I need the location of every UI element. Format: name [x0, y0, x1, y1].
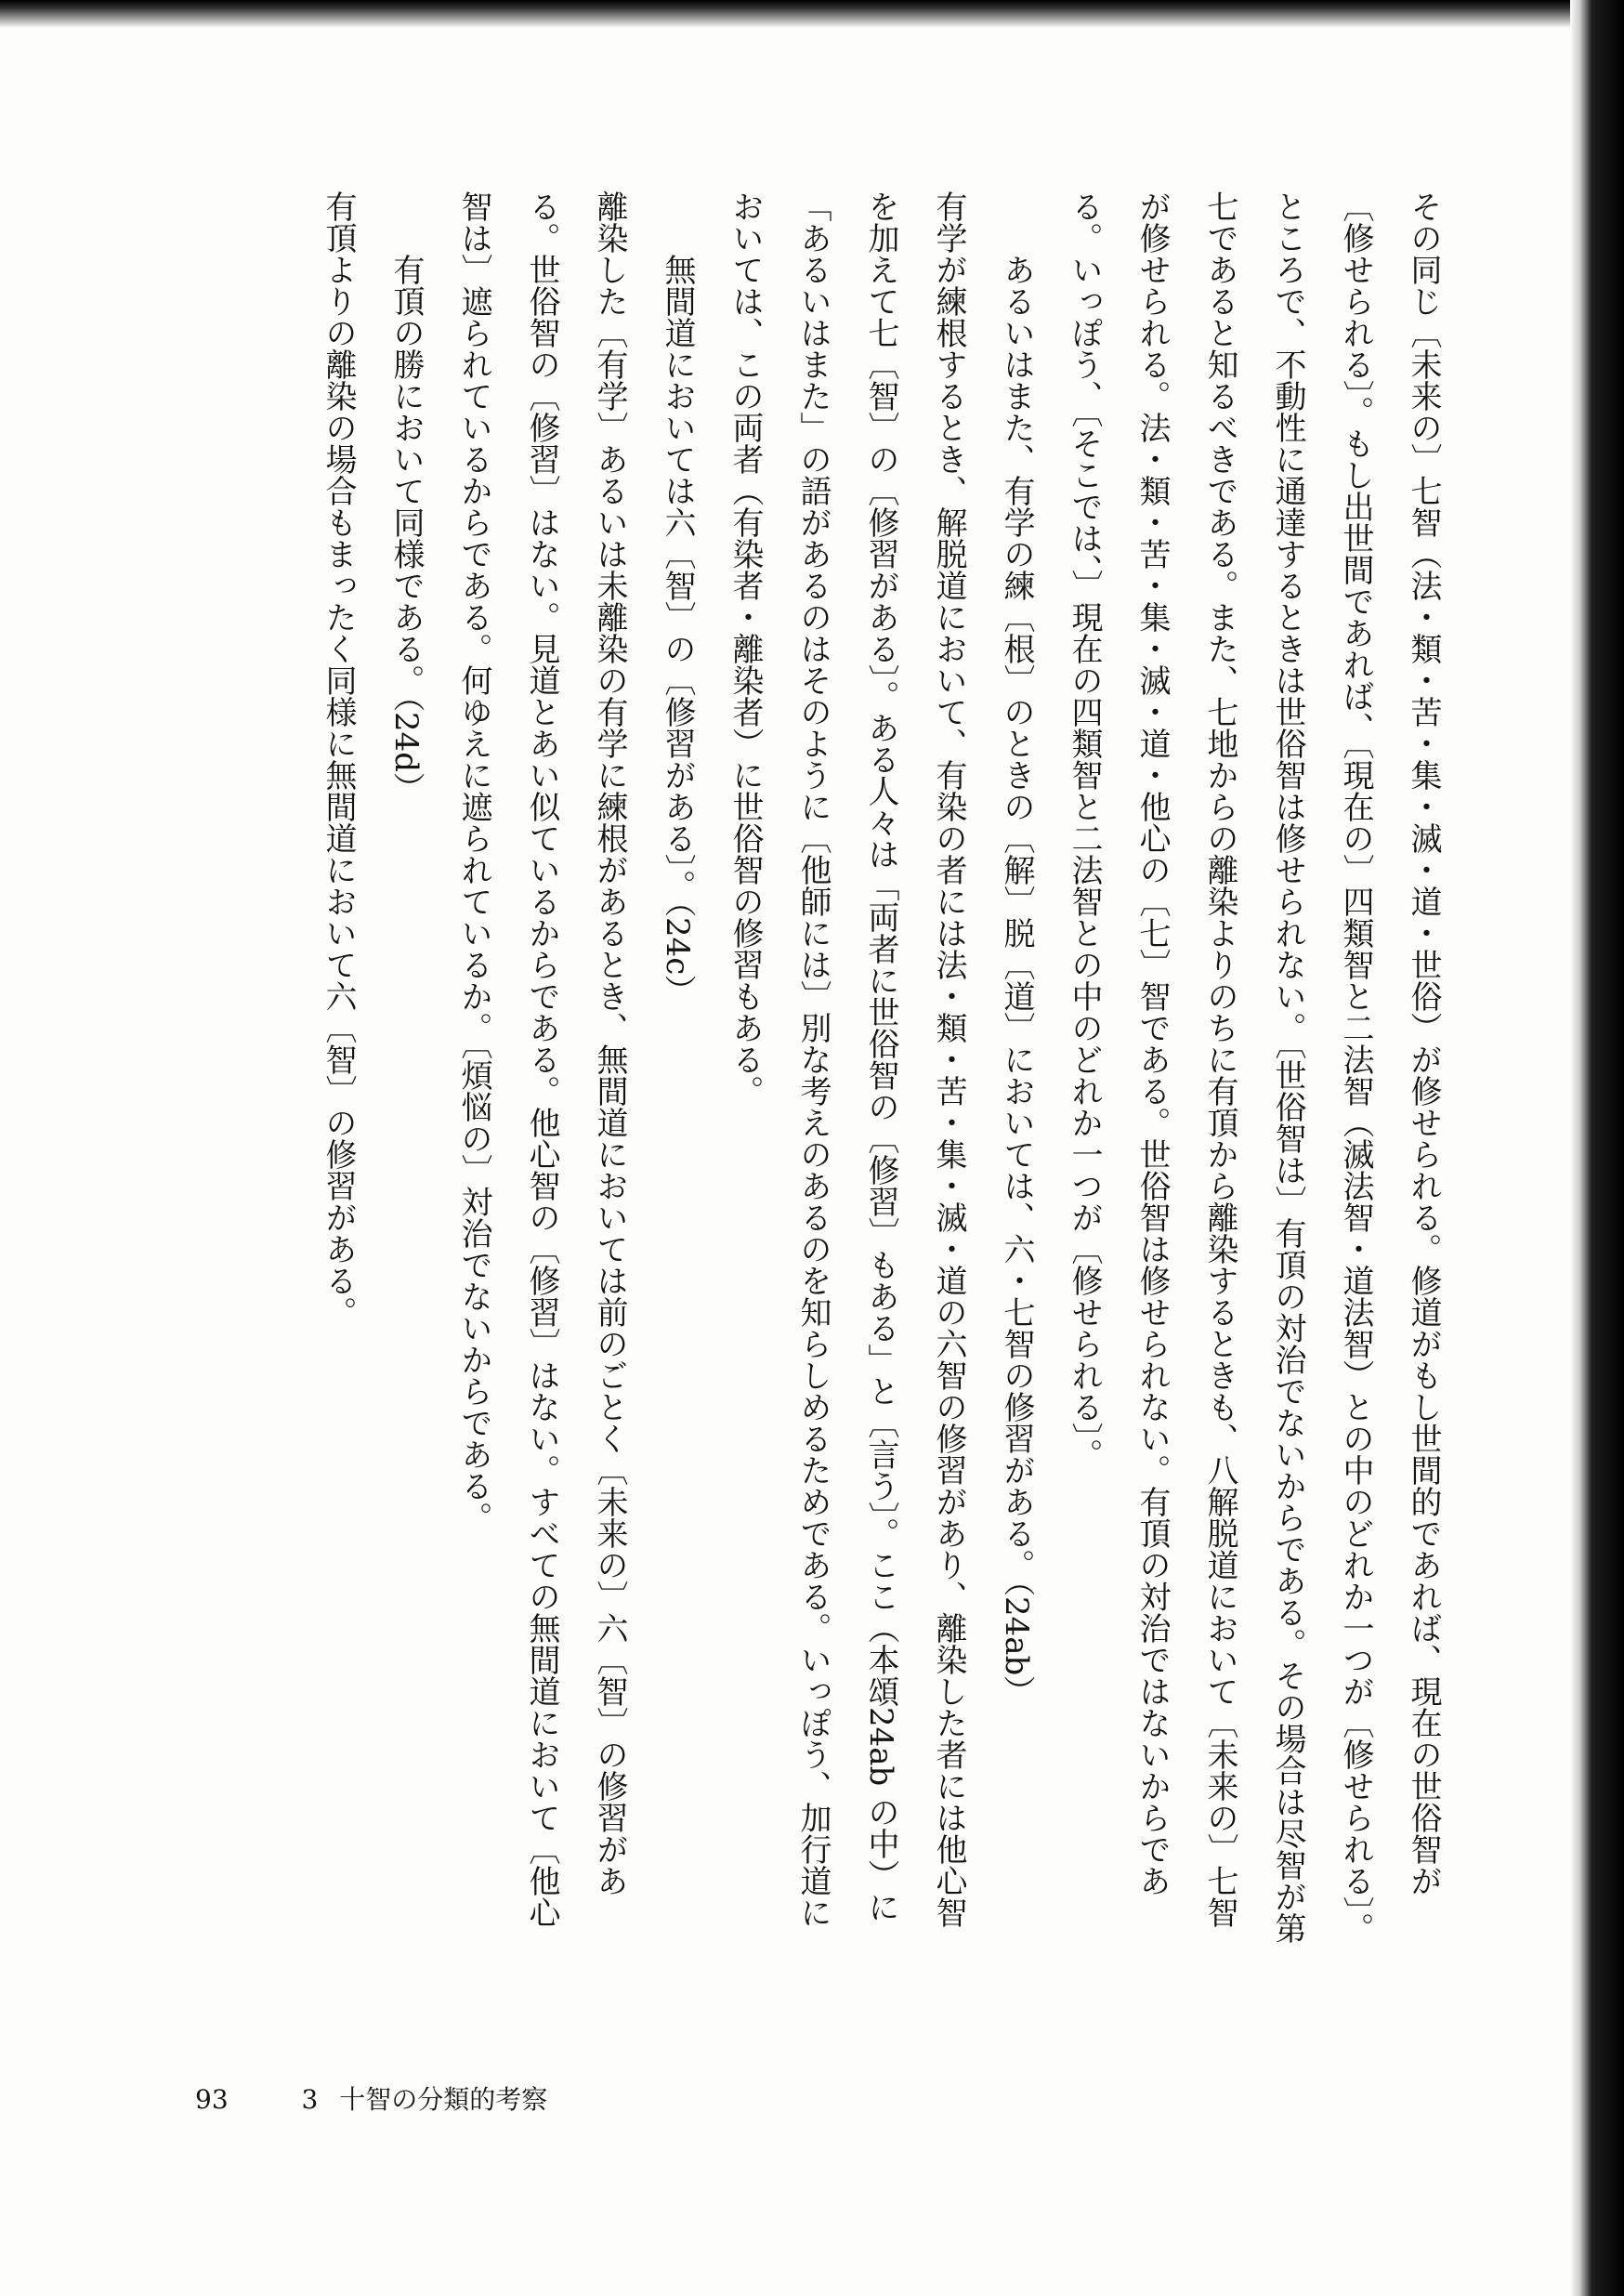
verse-paragraph: 有頂の勝において同様である。（24d）	[387, 254, 425, 805]
chapter-title: 十智の分類的考察	[339, 2084, 548, 2115]
scan-edge-right	[1570, 0, 1624, 2296]
main-text-column	[156, 190, 1457, 1956]
paragraph: その同じ〔未来の〕七智（法・類・苦・集・滅・道・世俗）が修せられる。修道がもし世間的であれば、現在の世俗智が〔修せられる〕。もし出世間であれば、〔現在の〕四類智と二法智（滅法智・道法智）との中のどれか一つが〔修せられる〕。ところで、不動性に通達するときは世俗智は修せられない。〔世俗智は〕有頂の対治でないからである。その場合は尽智が第七であると知るべきである。また、七地からの離染よりのちに有頂から離染するときも、八解脱道において〔未来の〕七智が修せられる。法・類・苦・集・滅・道・他心の〔七〕智である。世俗智は修せられない。有頂の対治ではないからである。いっぽう、〔そこでは、〕現在の四類智と二法智との中のどれか一つが〔修せられる〕。	[1066, 190, 1442, 1944]
paragraph: 離染した〔有学〕あるいは未離染の有学に練根があるとき、無間道においては前のごとく〔未来の〕六〔智〕の修習がある。世俗智の〔修習〕はない。見道とあい似ているからである。他心智の〔修習〕はない。すべての無間道において〔他心智は〕遮られているからである。何ゆえに遮られているか。〔煩悩の〕対治でないからである。	[455, 190, 628, 1928]
verse-paragraph: 無間道においては六〔智〕の〔修習がある〕。（24c）	[659, 254, 696, 1007]
paragraph: 有頂よりの離染の場合もまったく同様に無間道において六〔智〕の修習がある。	[320, 190, 357, 1328]
scan-edge-top	[0, 0, 1624, 28]
paragraph: 有学が練根するとき、解脱道において、有染の者には法・類・苦・集・滅・道の六智の修習があり、離染した者には他心智を加えて七〔智〕の〔修習がある〕。ある人々は「両者に世俗智の〔修習〕もある」と〔言う〕。ここ（本頌24ab の中）に「あるいはまた」の語があるのはそのように〔他師には〕別な考えのあるのを知らしめるためである。いっぽう、加行道においては、この両者（有染者・離染者）に世俗智の修習もある。	[727, 190, 967, 1928]
running-footer	[195, 2080, 547, 2117]
page-number: 93	[195, 2084, 229, 2115]
chapter-number: 3	[301, 2084, 319, 2115]
verse-paragraph: あるいはまた、有学の練〔根〕のときの〔解〕脱〔道〕においては、六・七智の修習がある。（24ab）	[998, 254, 1035, 1708]
